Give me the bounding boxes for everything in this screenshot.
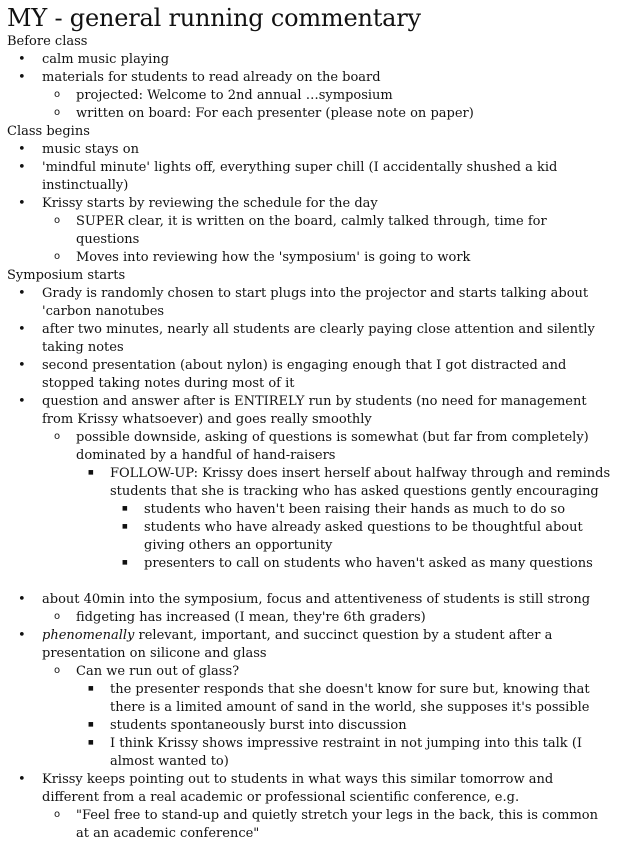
section-heading-class-begins: Class begins [7,124,90,139]
list-item: • 'mindful minute' lights off, everything super chill (I accidentally shushed a kid instinctually) [7,159,613,195]
list-item: o Can we run out of glass? ■ the presenter responds that she doesn't know for sure but, knowing that there is a limited amount of sand in the world, she supposes it's possible ■ students spontaneously burst into discussion ■ I think Krissy shows impressive restraint in not jumping into this talk (I almost wanted to) [42,663,613,771]
document-title: MY - general running commentary [7,4,421,32]
list-item: • about 40min into the symposium, focus and attentiveness of students is still strong o fidgeting has increased (I mean, they're 6th graders) [7,591,613,627]
list-item: • question and answer after is ENTIRELY run by students (no need for management from Krissy whatsoever) and goes really smoothly o possible downside, asking of questions is somewhat (but far from completely) dominated by a handful of hand-raisers ■ FOLLOW-UP: Krissy does insert herself about halfway through and reminds students that she is tracking who has asked questions gently encouraging ■ students who haven't been raising their hands as much to do so ■ students who have already asked questions to be thoughtful about giving others an opportunity ■ presenters to call on students who haven't asked as many questions [7,393,613,573]
sub-list [42,807,613,843]
blank-line [7,573,613,591]
before-class-list [7,51,613,123]
list-item: • phenomenally relevant, important, and succinct question by a student after a presentation on silicone and glass o Can we run out of glass? ■ the presenter responds that she doesn't know for sure but, knowing that there is a limited amount of sand in the world, she supposes it's possible ■ students spontaneously burst into discussion ■ I think Krissy shows impressive restraint in not jumping into this talk (I almost wanted to) [7,627,613,771]
list-item: o possible downside, asking of questions is somewhat (but far from completely) dominated by a handful of hand-raisers ■ FOLLOW-UP: Krissy does insert herself about halfway through and reminds students that she is tracking who has asked questions gently encouraging ■ students who haven't been raising their hands as much to do so ■ students who have already asked questions to be thoughtful about giving others an opportunity ■ presenters to call on students who haven't asked as many questions [42,429,613,573]
list-item: • music stays on [7,141,613,159]
section-heading-before-class: Before class [7,34,88,49]
emphasis-text: phenomenally [42,628,135,643]
list-item: ■ students spontaneously burst into discussion [76,717,613,735]
list-item: o "Feel free to stand-up and quietly stretch your legs in the back, this is common at an academic conference" [42,807,613,843]
sub-sub-list [76,681,613,771]
sub-sub-sub-list [110,501,613,573]
list-item: • Krissy starts by reviewing the schedule for the day o SUPER clear, it is written on the board, calmly talked through, time for questions o Moves into reviewing how the 'symposium' is going to work [7,195,613,267]
sub-list [42,609,613,627]
list-item: ■ students who haven't been raising their hands as much to do so [110,501,613,519]
list-item: • Krissy keeps pointing out to students in what ways this similar tomorrow and different from a real academic or professional scientific conference, e.g. o "Feel free to stand-up and quietly stretch your legs in the back, this is common at an academic conference" [7,771,613,843]
list-item: ■ students who have already asked questions to be thoughtful about giving others an opportunity [110,519,613,555]
list-item: o SUPER clear, it is written on the board, calmly talked through, time for questions [42,213,613,249]
list-item: o Moves into reviewing how the 'symposium' is going to work [42,249,613,267]
list-item: ■ the presenter responds that she doesn't know for sure but, knowing that there is a limited amount of sand in the world, she supposes it's possible [76,681,613,717]
list-item: o written on board: For each presenter (please note on paper) [42,105,613,123]
list-item: • calm music playing [7,51,613,69]
class-begins-list [7,141,613,267]
sub-list [42,663,613,771]
sub-list [42,213,613,267]
sub-sub-list [76,465,613,573]
list-item: • second presentation (about nylon) is engaging enough that I got distracted and stopped taking notes during most of it [7,357,613,393]
list-item: ■ I think Krissy shows impressive restraint in not jumping into this talk (I almost wanted to) [76,735,613,771]
symposium-list-continued [7,591,613,843]
section-heading-symposium-starts: Symposium starts [7,268,126,283]
sub-list [42,87,613,123]
list-item: • Grady is randomly chosen to start plugs into the projector and starts talking about 'carbon nanotubes [7,285,613,321]
list-item: • materials for students to read already on the board o projected: Welcome to 2nd annual …symposium o written on board: For each presenter (please note on paper) [7,69,613,123]
list-item: ■ FOLLOW-UP: Krissy does insert herself about halfway through and reminds students that she is tracking who has asked questions gently encouraging ■ students who haven't been raising their hands as much to do so ■ students who have already asked questions to be thoughtful about giving others an opportunity ■ presenters to call on students who haven't asked as many questions [76,465,613,573]
symposium-list [7,285,613,573]
list-item: o projected: Welcome to 2nd annual …symposium [42,87,613,105]
sub-list [42,429,613,573]
list-item: ■ presenters to call on students who haven't asked as many questions [110,555,613,573]
list-item: • after two minutes, nearly all students are clearly paying close attention and silently taking notes [7,321,613,357]
list-item: o fidgeting has increased (I mean, they're 6th graders) [42,609,613,627]
